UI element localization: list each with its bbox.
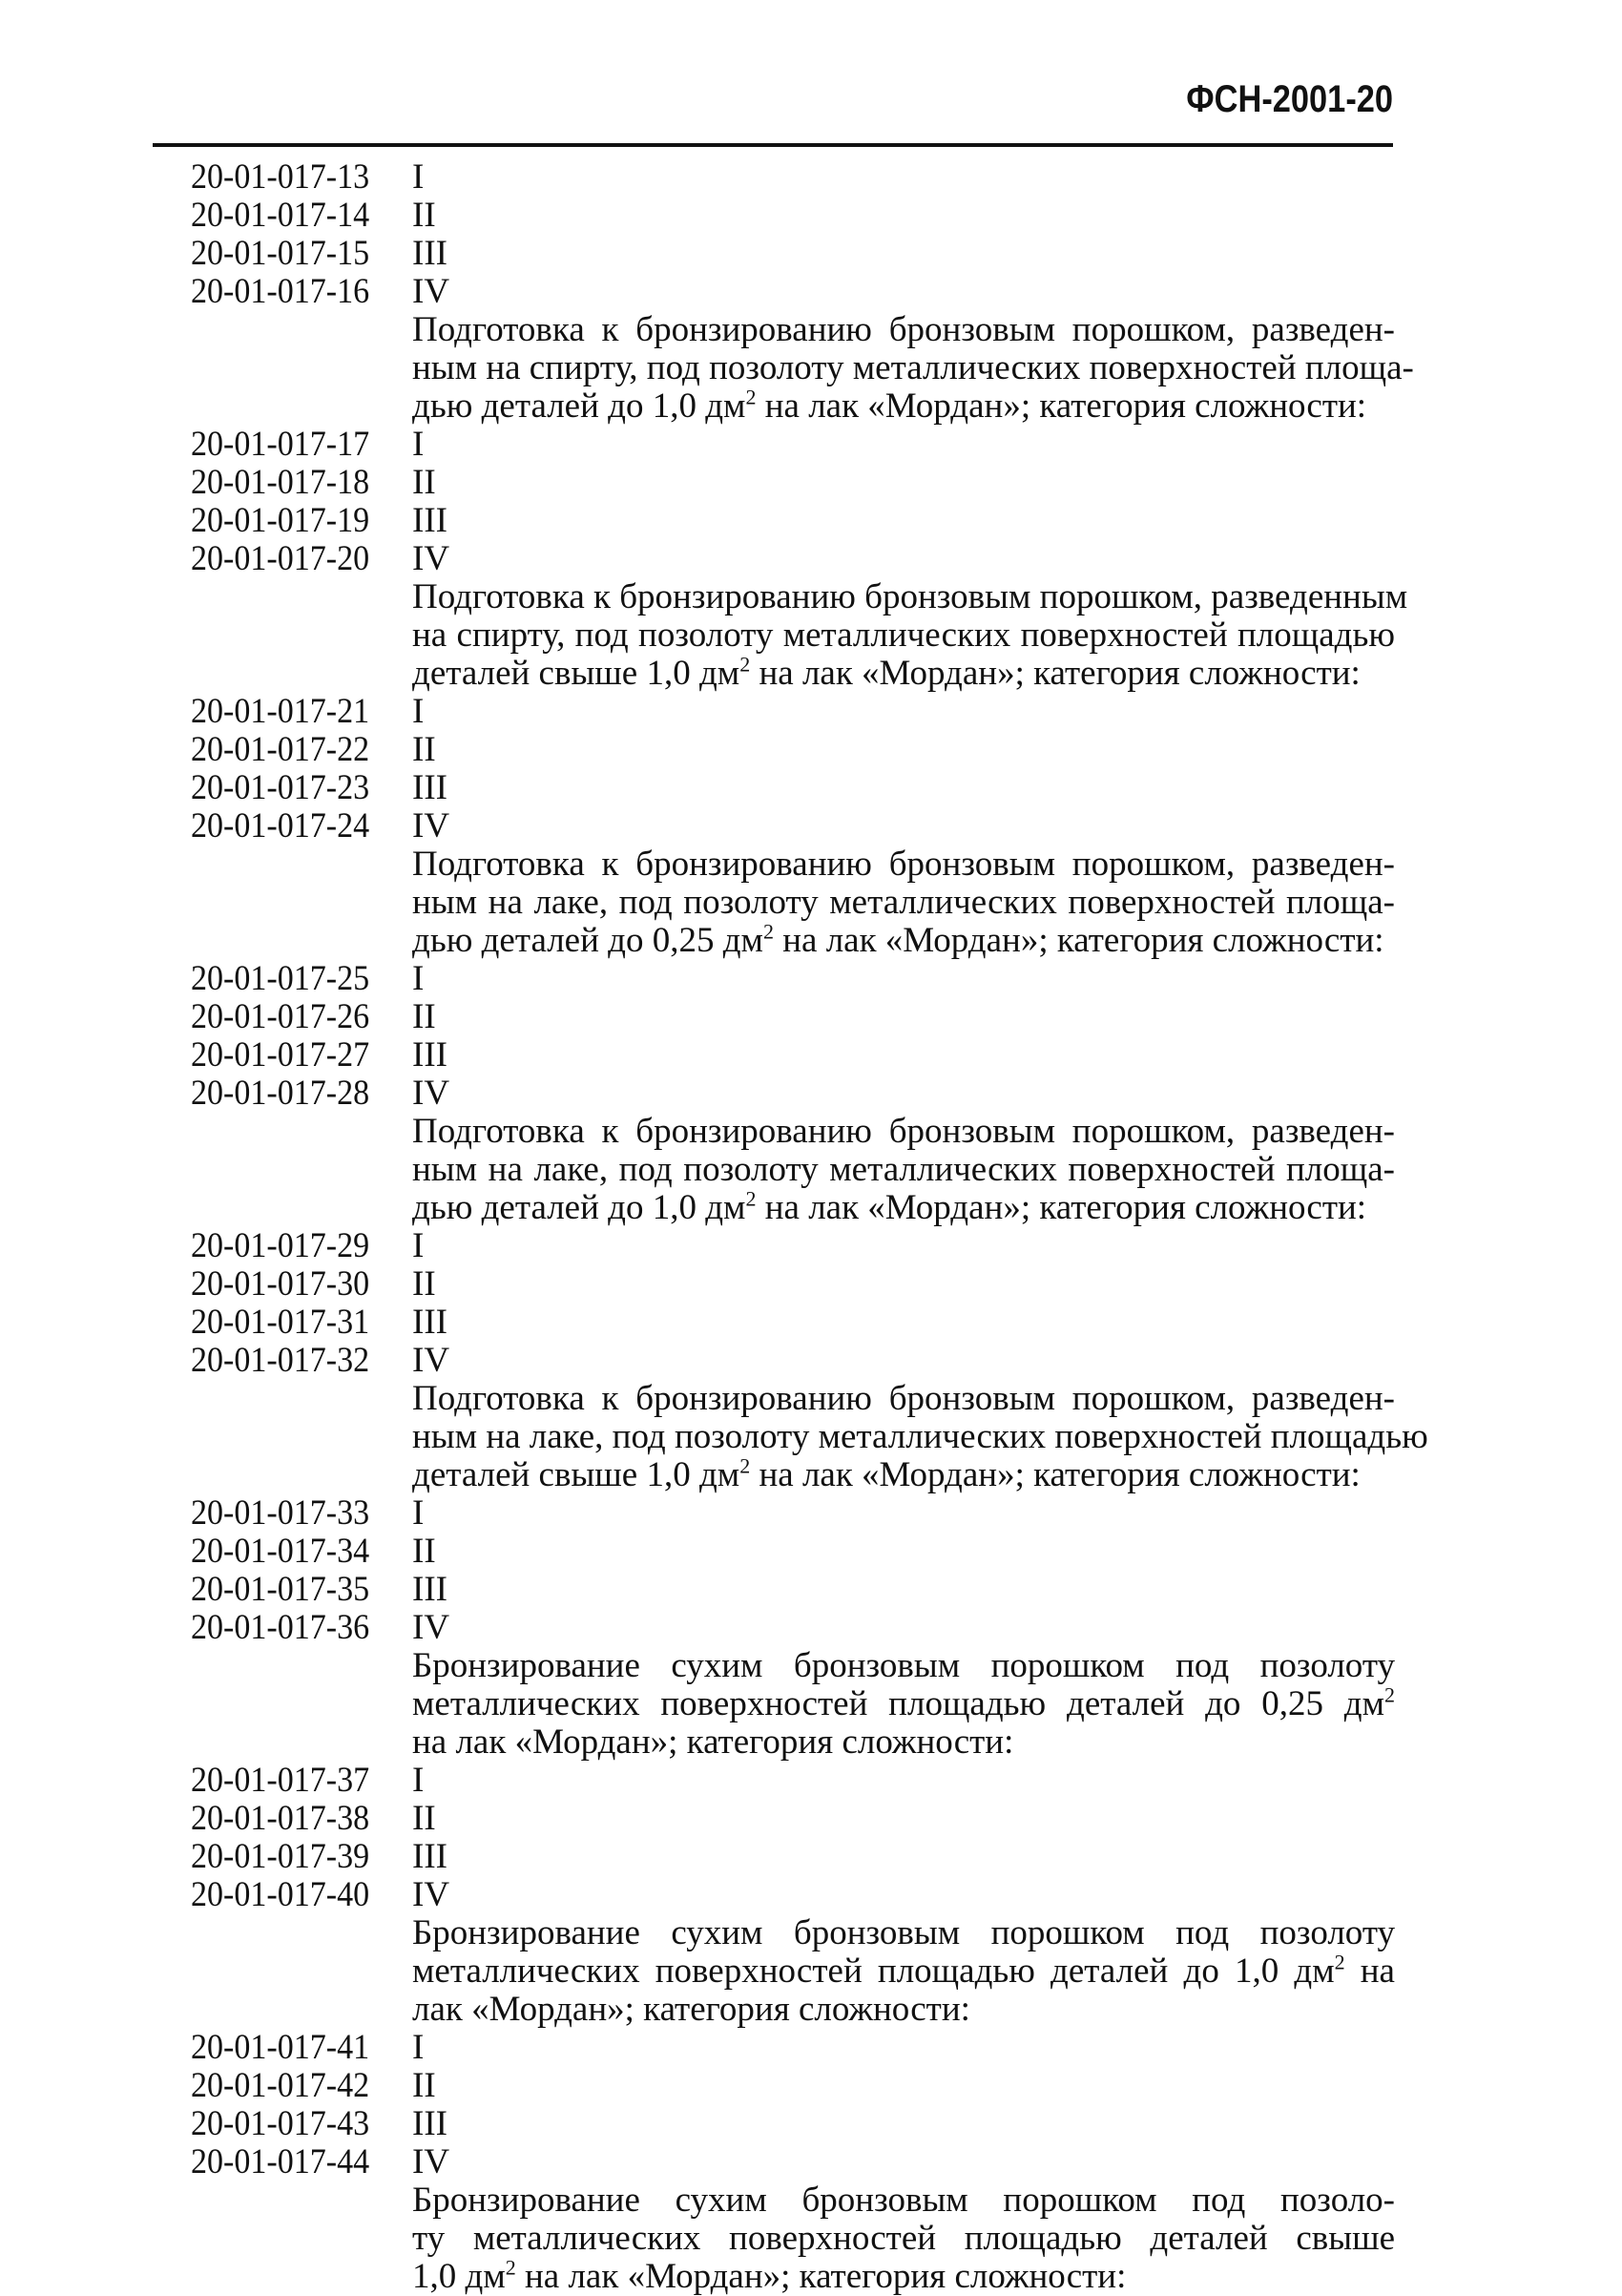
description-line: Бронзирование сухим бронзовым порошком под позолоту bbox=[412, 1913, 1395, 1952]
norm-code: 20-01-017-44 bbox=[191, 2142, 370, 2181]
description-line: дью деталей до 1,0 $дм^2$ на лак «Мордан»; категория сложности: bbox=[412, 385, 1367, 426]
description-line: Подготовка к бронзированию бронзовым порошком, разведен- bbox=[412, 1379, 1395, 1418]
work-description bbox=[412, 577, 1408, 693]
norm-row bbox=[191, 464, 1403, 502]
description-line: Бронзирование сухим бронзовым порошком под позолоту bbox=[412, 1646, 1395, 1685]
norm-code: 20-01-017-42 bbox=[191, 2066, 370, 2105]
page-header bbox=[153, 78, 1393, 145]
norm-row bbox=[191, 693, 1403, 731]
work-description bbox=[412, 1379, 1428, 1494]
norm-code: 20-01-017-24 bbox=[191, 806, 370, 845]
complexity-category: II bbox=[412, 1799, 436, 1838]
complexity-category: I bbox=[412, 425, 425, 464]
description-line: ным на лаке, под позолоту металлических поверхностей площадью bbox=[412, 1417, 1428, 1456]
norm-row bbox=[191, 1265, 1403, 1304]
complexity-category: IV bbox=[412, 1608, 450, 1647]
norm-code: 20-01-017-31 bbox=[191, 1303, 370, 1342]
norm-row bbox=[191, 960, 1403, 998]
complexity-category: III bbox=[412, 1303, 447, 1342]
description-line: металлических поверхностей площадью деталей до 1,0 $дм^2$ на bbox=[412, 1950, 1395, 1991]
complexity-category: IV bbox=[412, 272, 450, 311]
complexity-category: IV bbox=[412, 2142, 450, 2181]
norm-code: 20-01-017-43 bbox=[191, 2104, 370, 2143]
norm-code: 20-01-017-17 bbox=[191, 425, 370, 464]
description-line: ту металлических поверхностей площадью деталей свыше bbox=[412, 2219, 1395, 2258]
description-line: ным на лаке, под позолоту металлических поверхностей площа- bbox=[412, 883, 1395, 922]
norm-code: 20-01-017-33 bbox=[191, 1493, 370, 1533]
complexity-category: II bbox=[412, 2066, 436, 2105]
norm-row bbox=[191, 998, 1403, 1036]
norm-code: 20-01-017-34 bbox=[191, 1532, 370, 1571]
norm-code: 20-01-017-22 bbox=[191, 730, 370, 769]
norm-code: 20-01-017-13 bbox=[191, 157, 370, 197]
header-rule bbox=[153, 143, 1393, 147]
norm-code: 20-01-017-32 bbox=[191, 1341, 370, 1380]
description-line: Подготовка к бронзированию бронзовым порошком, разведен- bbox=[412, 310, 1395, 349]
description-line: 1,0 $дм^2$ на лак «Мордан»; категория сложности: bbox=[412, 2255, 1127, 2296]
complexity-category: II bbox=[412, 1532, 436, 1571]
norm-row bbox=[191, 769, 1403, 807]
complexity-category: I bbox=[412, 1226, 425, 1265]
description-line: на спирту, под позолоту металлических поверхностей площадью bbox=[412, 616, 1395, 655]
description-line: Подготовка к бронзированию бронзовым порошком, разведен- bbox=[412, 1112, 1395, 1151]
norm-row bbox=[191, 502, 1403, 540]
norm-row bbox=[191, 2143, 1403, 2181]
description-line: дью деталей до 0,25 $дм^2$ на лак «Мордан»; категория сложности: bbox=[412, 919, 1384, 960]
norm-row bbox=[191, 1876, 1403, 1914]
norm-row bbox=[191, 197, 1403, 235]
norm-row bbox=[191, 426, 1403, 464]
complexity-category: IV bbox=[412, 539, 450, 578]
description-line: Подготовка к бронзированию бронзовым порошком, разведен- bbox=[412, 845, 1395, 884]
description-line: металлических поверхностей площадью деталей до 0,25 $дм^2$ bbox=[412, 1682, 1395, 1723]
norm-row bbox=[191, 1533, 1403, 1571]
norm-code: 20-01-017-29 bbox=[191, 1226, 370, 1265]
norm-row bbox=[191, 1838, 1403, 1876]
complexity-category: III bbox=[412, 234, 447, 273]
norm-code: 20-01-017-36 bbox=[191, 1608, 370, 1647]
norm-row bbox=[191, 1762, 1403, 1800]
norm-code: 20-01-017-37 bbox=[191, 1761, 370, 1800]
description-line: Бронзирование сухим бронзовым порошком под позоло- bbox=[412, 2181, 1395, 2220]
complexity-category: II bbox=[412, 196, 436, 235]
complexity-category: III bbox=[412, 1035, 447, 1075]
description-line: ным на спирту, под позолоту металлических поверхностей площа- bbox=[412, 348, 1414, 387]
complexity-category: IV bbox=[412, 1341, 450, 1380]
complexity-category: III bbox=[412, 2104, 447, 2143]
norm-code: 20-01-017-19 bbox=[191, 501, 370, 540]
norm-code: 20-01-017-26 bbox=[191, 997, 370, 1036]
complexity-category: II bbox=[412, 997, 436, 1036]
norm-row bbox=[191, 731, 1403, 769]
norm-code: 20-01-017-25 bbox=[191, 959, 370, 998]
description-line: дью деталей до 1,0 $дм^2$ на лак «Мордан»; категория сложности: bbox=[412, 1186, 1367, 1227]
norm-row bbox=[191, 1342, 1403, 1380]
norm-row bbox=[191, 2029, 1403, 2067]
norm-code: 20-01-017-40 bbox=[191, 1875, 370, 1914]
complexity-category: III bbox=[412, 768, 447, 807]
complexity-category: I bbox=[412, 692, 425, 731]
norm-code: 20-01-017-21 bbox=[191, 692, 370, 731]
norm-row bbox=[191, 1609, 1403, 1647]
norm-row bbox=[191, 1800, 1403, 1838]
complexity-category: I bbox=[412, 2028, 425, 2067]
norm-code: 20-01-017-35 bbox=[191, 1570, 370, 1609]
complexity-category: I bbox=[412, 959, 425, 998]
norm-row bbox=[191, 1075, 1403, 1113]
complexity-category: II bbox=[412, 463, 436, 502]
work-description bbox=[412, 1647, 1395, 1762]
norm-row bbox=[191, 273, 1403, 311]
work-description bbox=[412, 845, 1395, 960]
norm-row bbox=[191, 2067, 1403, 2105]
norm-row bbox=[191, 1494, 1403, 1533]
norm-code: 20-01-017-30 bbox=[191, 1264, 370, 1304]
work-description bbox=[412, 1914, 1395, 2029]
complexity-category: I bbox=[412, 157, 425, 197]
norm-row bbox=[191, 235, 1403, 273]
norm-row bbox=[191, 2105, 1403, 2143]
norm-code: 20-01-017-28 bbox=[191, 1074, 370, 1113]
norm-code: 20-01-017-20 bbox=[191, 539, 370, 578]
norm-row bbox=[191, 158, 1403, 197]
complexity-category: III bbox=[412, 1837, 447, 1876]
norm-row bbox=[191, 1571, 1403, 1609]
norms-list bbox=[191, 157, 1428, 2296]
norm-code: 20-01-017-14 bbox=[191, 196, 370, 235]
description-line: деталей свыше 1,0 $дм^2$ на лак «Мордан»; категория сложности: bbox=[412, 1453, 1361, 1494]
norm-row bbox=[191, 1036, 1403, 1075]
work-description bbox=[412, 310, 1414, 426]
description-line: лак «Мордан»; категория сложности: bbox=[412, 1990, 970, 2029]
description-line: ным на лаке, под позолоту металлических поверхностей площа- bbox=[412, 1150, 1395, 1189]
norm-code: 20-01-017-41 bbox=[191, 2028, 370, 2067]
norm-code: 20-01-017-38 bbox=[191, 1799, 370, 1838]
norm-row bbox=[191, 807, 1403, 845]
norm-row bbox=[191, 540, 1403, 578]
complexity-category: IV bbox=[412, 1875, 450, 1914]
description-line: Подготовка к бронзированию бронзовым порошком, разведенным bbox=[412, 577, 1408, 616]
complexity-category: I bbox=[412, 1761, 425, 1800]
work-description bbox=[412, 2181, 1395, 2296]
work-description bbox=[412, 1113, 1395, 1227]
complexity-category: IV bbox=[412, 806, 450, 845]
complexity-category: II bbox=[412, 730, 436, 769]
description-line: на лак «Мордан»; категория сложности: bbox=[412, 1722, 1014, 1762]
norm-row bbox=[191, 1227, 1403, 1265]
norm-code: 20-01-017-16 bbox=[191, 272, 370, 311]
document-code: ФСН-2001-20 bbox=[1186, 78, 1393, 120]
norm-row bbox=[191, 1304, 1403, 1342]
norm-code: 20-01-017-39 bbox=[191, 1837, 370, 1876]
norm-code: 20-01-017-18 bbox=[191, 463, 370, 502]
complexity-category: III bbox=[412, 1570, 447, 1609]
description-line: деталей свыше 1,0 $дм^2$ на лак «Мордан»; категория сложности: bbox=[412, 652, 1361, 693]
complexity-category: III bbox=[412, 501, 447, 540]
complexity-category: IV bbox=[412, 1074, 450, 1113]
norm-code: 20-01-017-15 bbox=[191, 234, 370, 273]
norm-code: 20-01-017-27 bbox=[191, 1035, 370, 1075]
complexity-category: I bbox=[412, 1493, 425, 1533]
norm-code: 20-01-017-23 bbox=[191, 768, 370, 807]
complexity-category: II bbox=[412, 1264, 436, 1304]
